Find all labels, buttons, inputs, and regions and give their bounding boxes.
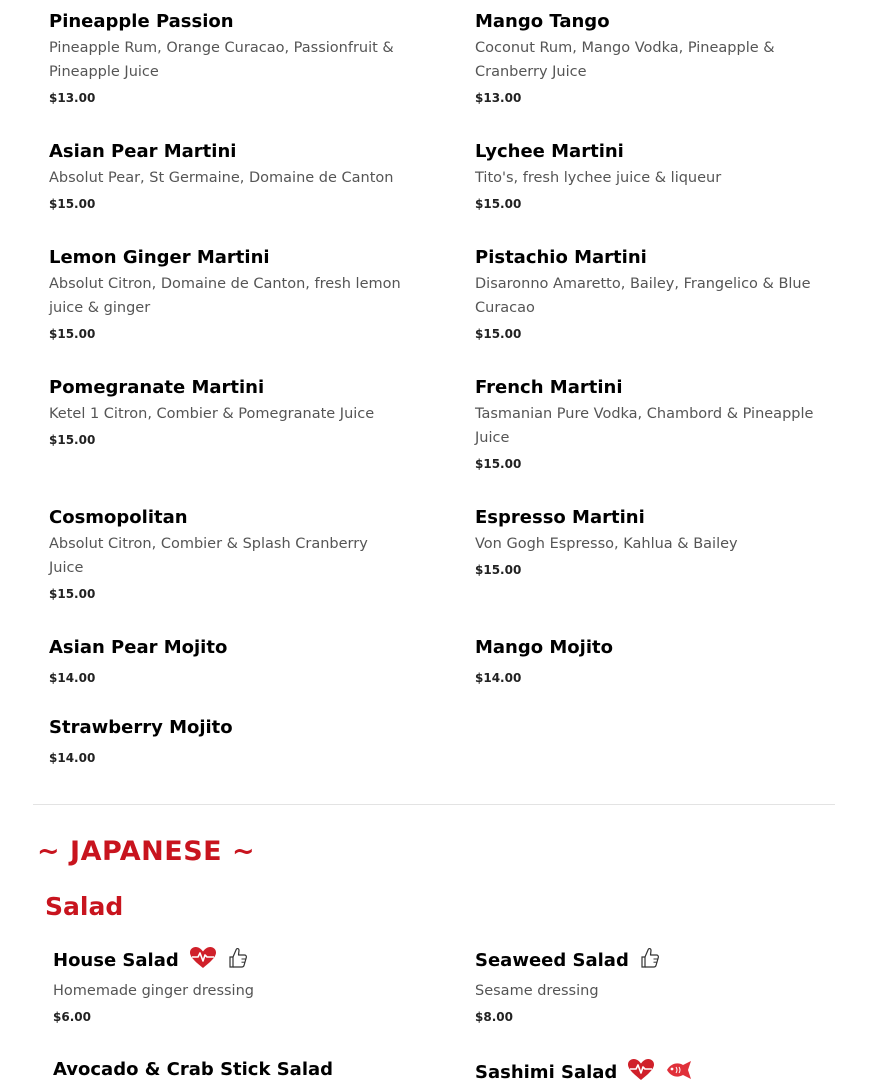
item-name: Lemon Ginger Martini bbox=[49, 247, 270, 268]
menu-item bbox=[49, 247, 401, 341]
menu-item bbox=[49, 507, 401, 601]
item-price: $14.00 bbox=[49, 751, 96, 765]
item-description: Disaronno Amaretto, Bailey, Frangelico & Blue Curacao bbox=[475, 276, 811, 316]
menu-item bbox=[53, 1059, 405, 1081]
item-price: $15.00 bbox=[475, 457, 522, 471]
item-description: Tasmanian Pure Vodka, Chambord & Pineapple Juice bbox=[475, 406, 814, 446]
healthy-heart-icon bbox=[189, 946, 217, 976]
item-name: Espresso Martini bbox=[475, 507, 645, 528]
thumbs-up-icon bbox=[227, 946, 249, 976]
item-description: Ketel 1 Citron, Combier & Pomegranate Juice bbox=[49, 406, 375, 422]
item-name: House Salad bbox=[53, 950, 179, 971]
item-name: French Martini bbox=[475, 377, 623, 398]
item-name: Pineapple Passion bbox=[49, 11, 234, 32]
item-description: Sesame dressing bbox=[475, 983, 599, 999]
item-name: Pistachio Martini bbox=[475, 247, 647, 268]
item-description: Absolut Pear, St Germaine, Domaine de Canton bbox=[49, 170, 394, 186]
menu-item bbox=[475, 247, 827, 341]
menu-item bbox=[475, 141, 827, 211]
item-price: $15.00 bbox=[49, 197, 96, 211]
menu-item bbox=[475, 946, 827, 1024]
item-name: Mango Tango bbox=[475, 11, 610, 32]
item-description: Tito's, fresh lychee juice & liqueur bbox=[475, 170, 722, 186]
menu-item bbox=[475, 11, 827, 105]
item-price: $15.00 bbox=[475, 563, 522, 577]
item-price: $13.00 bbox=[475, 91, 522, 105]
item-price: $8.00 bbox=[475, 1010, 513, 1024]
item-name: Sashimi Salad bbox=[475, 1062, 618, 1083]
item-name: Avocado & Crab Stick Salad bbox=[53, 1059, 334, 1080]
menu-item bbox=[49, 377, 401, 447]
item-name: Lychee Martini bbox=[475, 141, 624, 162]
item-name: Pomegranate Martini bbox=[49, 377, 265, 398]
item-description: Coconut Rum, Mango Vodka, Pineapple & Cranberry Juice bbox=[475, 40, 775, 80]
item-price: $13.00 bbox=[49, 91, 96, 105]
thumbs-up-icon bbox=[639, 946, 661, 976]
menu-item bbox=[475, 377, 827, 471]
item-price: $15.00 bbox=[49, 327, 96, 341]
menu-item bbox=[49, 141, 401, 211]
subsection-title-salad: Salad bbox=[45, 892, 124, 921]
item-description: Homemade ginger dressing bbox=[53, 983, 254, 999]
healthy-heart-icon bbox=[627, 1058, 655, 1088]
item-price: $6.00 bbox=[53, 1010, 91, 1024]
fish-icon bbox=[665, 1060, 693, 1086]
section-title-japanese: ~ JAPANESE ~ bbox=[37, 836, 256, 867]
item-description: Pineapple Rum, Orange Curacao, Passionfruit & Pineapple Juice bbox=[49, 40, 394, 80]
item-name: Strawberry Mojito bbox=[49, 717, 233, 738]
item-name: Asian Pear Mojito bbox=[49, 637, 228, 658]
item-description: Absolut Citron, Domaine de Canton, fresh lemon juice & ginger bbox=[49, 276, 401, 316]
item-price: $14.00 bbox=[49, 671, 96, 685]
menu-item bbox=[475, 507, 827, 577]
item-name: Asian Pear Martini bbox=[49, 141, 237, 162]
item-price: $15.00 bbox=[49, 433, 96, 447]
menu-item bbox=[53, 946, 405, 1024]
menu-item bbox=[49, 637, 401, 685]
item-name: Mango Mojito bbox=[475, 637, 613, 658]
menu-item bbox=[475, 1058, 827, 1088]
item-description: Absolut Citron, Combier & Splash Cranberry Juice bbox=[49, 536, 368, 576]
menu-item bbox=[475, 637, 827, 685]
item-name: Cosmopolitan bbox=[49, 507, 188, 528]
item-price: $14.00 bbox=[475, 671, 522, 685]
item-price: $15.00 bbox=[475, 327, 522, 341]
item-price: $15.00 bbox=[475, 197, 522, 211]
item-name: Seaweed Salad bbox=[475, 950, 629, 971]
menu-item bbox=[49, 717, 401, 765]
menu-item bbox=[49, 11, 401, 105]
item-description: Von Gogh Espresso, Kahlua & Bailey bbox=[475, 536, 738, 552]
item-price: $15.00 bbox=[49, 587, 96, 601]
section-divider bbox=[33, 804, 835, 805]
